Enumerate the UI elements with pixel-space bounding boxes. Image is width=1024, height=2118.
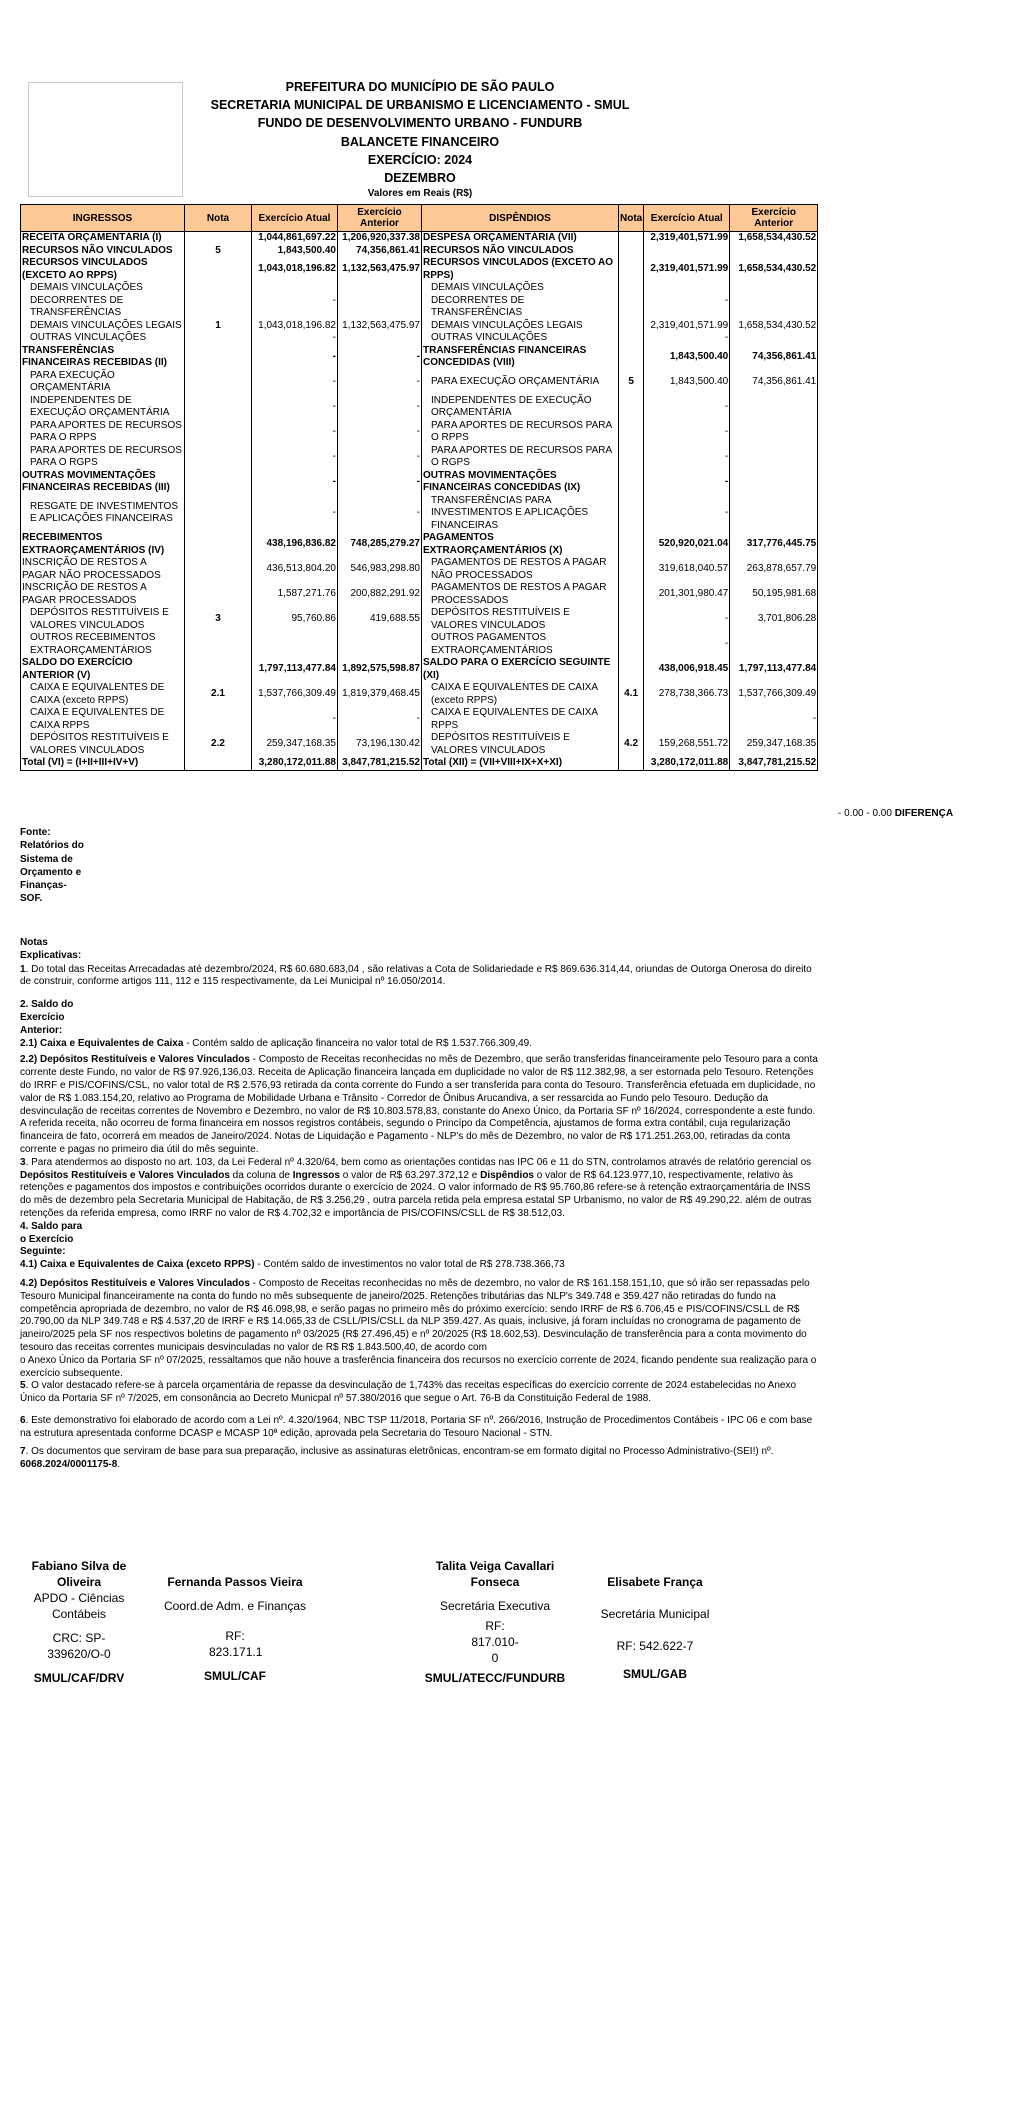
note-1	[20, 964, 820, 990]
note-4-2-text: - Composto de Receitas reconhecidas no mês de dezembro, no valor de R$ 161.158.151,10, que só irão ser repassadas pelo Tesouro Municipal financeiramente na conta do fundo no mês subsequente de janeiro/2025. Retenções tributárias das NLP's 349.748 e 359.427 não retiradas do fundo na competência apropriada de dezembro, no valor de R$ 46.098,98, e serão pagas no primeiro mês do próximo exercício: sendo IRRF de R$ 6.706,45 e PIS/COFINS/CSLL de R$ 20.790,00 da NLP 349.748 e R$ 4.537,20 de IRRF e R$ 14.065,33 de CSLL/PIS/CSLL da NLP 359.427. As quais, inclusive, já foram incluídas no cronograma de pagamento de janeiro/2025 pela SF nos respectivos boletins de pagamento nº 03/2025 (R$ 27.496,45) e nº 20/2025 (R$ 18.602,53). Desvinculação de transferência para a conta movimento do tesouro das receitas correntes municipais desvinculadas no valor de R$ R$ 1.843.500,40, de acordo com	[20, 1277, 810, 1353]
ingresso-label: DEPÓSITOS RESTITUÍVEIS E VALORES VINCULADOS	[21, 607, 185, 632]
dispendio-nota	[619, 607, 644, 632]
ingresso-exercicio-anterior	[338, 332, 422, 345]
dispendio-label: INDEPENDENTES DE EXECUÇÃO ORÇAMENTÁRIA	[422, 395, 619, 420]
dispendio-exercicio-anterior	[730, 332, 818, 345]
dispendio-label: PARA APORTES DE RECURSOS PARA O RPPS	[422, 420, 619, 445]
dispendio-exercicio-atual: 520,920,021.04	[644, 532, 730, 557]
ingresso-exercicio-atual: 259,347,168.35	[252, 732, 338, 757]
dispendio-exercicio-atual	[644, 245, 730, 258]
ingresso-nota	[185, 395, 252, 420]
ingresso-exercicio-atual: 1,043,018,196.82	[252, 257, 338, 282]
note-4-1-text: - Contém saldo de investimentos no valor total de R$ 278.738.366,73	[254, 1259, 565, 1271]
dispendio-nota	[619, 557, 644, 582]
dispendio-exercicio-atual: 2,319,401,571.99	[644, 257, 730, 282]
signatory-name: Fabiano Silva de Oliveira	[31, 1559, 127, 1589]
note-3-text-c: da coluna de	[229, 1169, 293, 1181]
dispendio-exercicio-atual: -	[644, 632, 730, 657]
note-4-1-title: 4.1) Caixa e Equivalentes de Caixa (exceto RPPS)	[20, 1259, 255, 1271]
dispendio-exercicio-anterior	[730, 495, 818, 533]
note-4-number: 4	[20, 1220, 26, 1232]
ingresso-label: OUTRAS VINCULAÇÕES	[21, 332, 185, 345]
note-3-bold-b: Depósitos Restituíveis e Valores Vinculados	[20, 1169, 230, 1181]
ingresso-label: SALDO DO EXERCÍCIO ANTERIOR (V)	[21, 657, 185, 682]
ingresso-exercicio-atual: 1,587,271.76	[252, 582, 338, 607]
ingresso-nota	[185, 232, 252, 245]
dispendio-exercicio-atual: 201,301,980.47	[644, 582, 730, 607]
dispendio-exercicio-atual	[644, 707, 730, 732]
note-5-text: . O valor destacado refere-se à parcela orçamentária de repasse da desvinculação de 1,743% das receitas específicas do exercício corrente de 2024 estabelecidas no Anexo Único da Portaria SF nº 7/2025, em consonância ao Decreto Municpal nº 57.380/2016 que segue o Art. 76-B da Constituição Federal de 1988.	[20, 1380, 797, 1405]
dispendio-exercicio-atual: 319,618,040.57	[644, 557, 730, 582]
dispendio-nota	[619, 320, 644, 333]
ingresso-exercicio-anterior: 3,847,781,215.52	[338, 757, 422, 770]
note-3-text-e: o valor de R$ 63.297.372,12 e	[339, 1169, 481, 1181]
dispendio-nota	[619, 257, 644, 282]
table-row	[21, 632, 818, 657]
signatory-unit: SMUL/CAF	[204, 1669, 266, 1683]
ingresso-nota	[185, 557, 252, 582]
dispendio-nota	[619, 282, 644, 320]
ingresso-nota	[185, 495, 252, 533]
dispendio-exercicio-anterior: 1,537,766,309.49	[730, 682, 818, 707]
dispendio-label: CAIXA E EQUIVALENTES DE CAIXA RPPS	[422, 707, 619, 732]
dispendio-label: TRANSFERÊNCIAS FINANCEIRAS CONCEDIDAS (VIII)	[422, 345, 619, 370]
ingresso-nota	[185, 345, 252, 370]
table-row	[21, 657, 818, 682]
signature-block	[24, 1558, 134, 1686]
table-row	[21, 607, 818, 632]
ingresso-label: PARA EXECUÇÃO ORÇAMENTÁRIA	[21, 370, 185, 395]
table-row	[21, 495, 818, 533]
ingresso-exercicio-atual: -	[252, 420, 338, 445]
signatory-name: Talita Veiga Cavallari Fonseca	[435, 1559, 555, 1589]
balancete-table	[20, 204, 818, 771]
dispendio-exercicio-atual: 2,319,401,571.99	[644, 232, 730, 245]
table-row	[21, 470, 818, 495]
note-2-2-title: 2.2) Depósitos Restituíveis e Valores Vinculados	[20, 1054, 250, 1066]
ingresso-exercicio-atual: -	[252, 495, 338, 533]
ingresso-nota	[185, 282, 252, 320]
col-header-nota: Nota	[185, 205, 252, 232]
table-row	[21, 532, 818, 557]
ingresso-exercicio-atual: 95,760.86	[252, 607, 338, 632]
signatory-name: Elisabete França	[607, 1575, 703, 1589]
dispendio-nota	[619, 657, 644, 682]
note-2-1-text: - Contém saldo de aplicação financeira no valor total de R$ 1.537.766.309,49.	[183, 1037, 532, 1049]
dispendio-nota	[619, 445, 644, 470]
note-6-number: 6	[20, 1414, 26, 1426]
ingresso-nota: 1	[185, 320, 252, 333]
signatory-unit: SMUL/ATECC/FUNDURB	[424, 1671, 566, 1685]
ingresso-exercicio-atual: 1,843,500.40	[252, 245, 338, 258]
dispendio-exercicio-atual: 278,738,366.73	[644, 682, 730, 707]
header-line-secretaria: SECRETARIA MUNICIPAL DE URBANISMO E LICENCIAMENTO - SMUL	[210, 98, 630, 113]
note-1-number: 1	[20, 963, 26, 975]
dispendio-label: PARA EXECUÇÃO ORÇAMENTÁRIA	[422, 370, 619, 395]
ingresso-exercicio-anterior: -	[338, 370, 422, 395]
col-header-anterior-2: Exercício Anterior	[730, 205, 818, 232]
header-line-fundo: FUNDO DE DESENVOLVIMENTO URBANO - FUNDURB	[257, 116, 583, 131]
table-row	[21, 557, 818, 582]
dispendio-nota	[619, 632, 644, 657]
dispendio-exercicio-anterior: 3,847,781,215.52	[730, 757, 818, 770]
ingresso-nota	[185, 470, 252, 495]
note-4-title	[20, 1221, 90, 1259]
dispendio-nota: 4.2	[619, 732, 644, 757]
difference-line	[838, 808, 953, 819]
note-3-text-g: o valor de R$ 64.123.977,10, respectivamente, relativo às retenções e pagamentos dos impostos e contribuições ocorridos durante o exercício de 2024. O valor informado de R$ 95.760,86 refere-se à retenção extraorçamentária de INSS do mês de dezembro pela Secretaria Municipal de Habitação, de R$ 3.256,29 , outra parcela retida pela empresa estatal SP Urbanismo, no valor de R$ 49.290,22. além de outras retenções da referida empresa, como IRRF no valor de R$ 4.702,32 e importância de PIS/COFINS/CSLL de R$ 38.512,03.	[20, 1169, 812, 1219]
dispendio-label: Total (XII) = (VII+VIII+IX+X+XI)	[422, 757, 619, 770]
dispendio-exercicio-anterior	[730, 470, 818, 495]
ingresso-nota	[185, 532, 252, 557]
dispendio-label: CAIXA E EQUIVALENTES DE CAIXA (exceto RPPS)	[422, 682, 619, 707]
signatory-unit: SMUL/CAF/DRV	[33, 1671, 125, 1685]
col-header-anterior: Exercício Anterior	[338, 205, 422, 232]
ingresso-exercicio-anterior: -	[338, 445, 422, 470]
table-row	[21, 420, 818, 445]
ingresso-exercicio-anterior: 1,132,563,475.97	[338, 257, 422, 282]
dispendio-exercicio-atual: -	[644, 332, 730, 345]
ingresso-exercicio-anterior: -	[338, 420, 422, 445]
ingresso-nota	[185, 332, 252, 345]
ingresso-exercicio-anterior: 200,882,291.92	[338, 582, 422, 607]
table-row	[21, 757, 818, 770]
dispendio-exercicio-atual: 159,268,551.72	[644, 732, 730, 757]
note-4-2	[20, 1278, 820, 1355]
dispendio-exercicio-atual: -	[644, 495, 730, 533]
col-header-ingressos: INGRESSOS	[21, 205, 185, 232]
note-7-text: . Os documentos que serviram de base para sua preparação, inclusive as assinaturas eletrônicas, encontram-se em formato digital no Processo Administrativo-(SEI!) nº.	[25, 1446, 774, 1458]
dispendio-exercicio-anterior: 1,797,113,477.84	[730, 657, 818, 682]
note-2-2	[20, 1054, 820, 1156]
table-header-row	[21, 205, 818, 232]
ingresso-exercicio-anterior	[338, 632, 422, 657]
note-3-bold-d: Ingressos	[292, 1169, 340, 1181]
note-4-2-continued: o Anexo Único da Portaria SF nº 07/2025, ressaltamos que não houve a trasferência financeira dos recursos no exercício corrente de 2024, ficando pendente sua realização para o exercício subsequente.	[20, 1354, 817, 1379]
dispendio-exercicio-atual: 438,006,918.45	[644, 657, 730, 682]
ingresso-label: Total (VI) = (I+II+III+IV+V)	[21, 757, 185, 770]
ingresso-nota	[185, 445, 252, 470]
logo-placeholder	[28, 82, 183, 197]
difference-label: DIFERENÇA	[894, 808, 954, 819]
table-row	[21, 395, 818, 420]
ingresso-exercicio-atual: -	[252, 282, 338, 320]
dispendio-label: RECURSOS VINCULADOS (EXCETO AO RPPS)	[422, 257, 619, 282]
dispendio-label: PARA APORTES DE RECURSOS PARA O RGPS	[422, 445, 619, 470]
ingresso-exercicio-anterior: -	[338, 707, 422, 732]
ingresso-label: RECURSOS NÃO VINCULADOS	[21, 245, 185, 258]
dispendio-exercicio-anterior	[730, 445, 818, 470]
ingresso-label: OUTRAS MOVIMENTAÇÕES FINANCEIRAS RECEBIDAS (III)	[21, 470, 185, 495]
note-2-title-text: . Saldo do Exercício Anterior:	[20, 999, 74, 1036]
ingresso-label: DEMAIS VINCULAÇÕES DECORRENTES DE TRANSFERÊNCIAS	[21, 282, 185, 320]
dispendio-exercicio-anterior	[730, 282, 818, 320]
dispendio-exercicio-anterior	[730, 245, 818, 258]
note-3-bold-f: Dispêndios	[480, 1169, 534, 1181]
note-6-text: . Este demonstrativo foi elaborado de acordo com a Lei nº. 4.320/1964, NBC TSP 11/2018, Portaria SF nº. 266/2016, Instrução de Procedimentos Contábeis - IPC 06 e com base na estrutura apresentada conforme DCASP e MCASP 10ª edição, aprovada pela Secretaria do Tesouro Nacional - STN.	[20, 1414, 813, 1439]
note-1-text: . Do total das Receitas Arrecadadas até dezembro/2024, R$ 60.680.683,04 , são relativas a Cota de Solidariedade e R$ 869.636.314,44, oriundas de Outorga Onerosa do direito de construir, conforme artigos 111, 112 e 115 respectivamente, da Lei Municipal nº 16.050/2014.	[20, 963, 812, 988]
ingresso-exercicio-atual: -	[252, 445, 338, 470]
ingresso-exercicio-anterior: 74,356,861.41	[338, 245, 422, 258]
dispendio-exercicio-atual: 3,280,172,011.88	[644, 757, 730, 770]
ingresso-label: INSCRIÇÃO DE RESTOS A PAGAR NÃO PROCESSADOS	[21, 557, 185, 582]
ingresso-nota: 2.2	[185, 732, 252, 757]
dispendio-exercicio-atual: 1,843,500.40	[644, 370, 730, 395]
ingresso-nota	[185, 370, 252, 395]
ingresso-label: OUTROS RECEBIMENTOS EXTRAORÇAMENTÁRIOS	[21, 632, 185, 657]
ingresso-exercicio-atual: -	[252, 332, 338, 345]
table-row	[21, 232, 818, 245]
dispendio-exercicio-anterior: 259,347,168.35	[730, 732, 818, 757]
ingresso-nota	[185, 632, 252, 657]
dispendio-nota: 4.1	[619, 682, 644, 707]
col-header-atual: Exercício Atual	[252, 205, 338, 232]
note-6	[20, 1415, 820, 1441]
signatory-id: CRC: SP-339620/O-0	[47, 1631, 111, 1661]
dispendio-nota	[619, 757, 644, 770]
note-2-number: 2	[20, 999, 26, 1011]
ingresso-nota: 3	[185, 607, 252, 632]
note-7	[20, 1446, 820, 1472]
ingresso-nota: 2.1	[185, 682, 252, 707]
notes-title: Notas Explicativas:	[20, 937, 82, 961]
dispendio-nota	[619, 495, 644, 533]
dispendio-label: PAGAMENTOS DE RESTOS A PAGAR PROCESSADOS	[422, 582, 619, 607]
ingresso-exercicio-atual: 438,196,836.82	[252, 532, 338, 557]
ingresso-label: INDEPENDENTES DE EXECUÇÃO ORÇAMENTÁRIA	[21, 395, 185, 420]
dispendio-label: TRANSFERÊNCIAS PARA INVESTIMENTOS E APLICAÇÕES FINANCEIRAS	[422, 495, 619, 533]
note-4-1	[20, 1259, 820, 1272]
dispendio-exercicio-atual: -	[644, 420, 730, 445]
dispendio-exercicio-anterior: 317,776,445.75	[730, 532, 818, 557]
table-row	[21, 707, 818, 732]
ingresso-label: CAIXA E EQUIVALENTES DE CAIXA (exceto RPPS)	[21, 682, 185, 707]
ingresso-exercicio-anterior	[338, 282, 422, 320]
dispendio-exercicio-atual: 2,319,401,571.99	[644, 320, 730, 333]
ingresso-exercicio-anterior: 73,196,130.42	[338, 732, 422, 757]
ingresso-exercicio-anterior: -	[338, 495, 422, 533]
ingresso-label: DEMAIS VINCULAÇÕES LEGAIS	[21, 320, 185, 333]
dispendio-exercicio-atual: -	[644, 607, 730, 632]
dispendio-nota	[619, 395, 644, 420]
dispendio-exercicio-atual: -	[644, 282, 730, 320]
header-line-prefeitura: PREFEITURA DO MUNICÍPIO DE SÃO PAULO	[285, 80, 555, 94]
signatory-id: RF: 823.171.1	[209, 1629, 263, 1659]
ingresso-label: RESGATE DE INVESTIMENTOS E APLICAÇÕES FINANCEIRAS	[21, 495, 185, 533]
ingresso-exercicio-atual: 436,513,804.20	[252, 557, 338, 582]
note-2-1	[20, 1038, 820, 1051]
signatory-role: Coord.de Adm. e Finanças	[163, 1599, 307, 1613]
header-units: Valores em Reais (R$)	[367, 188, 473, 200]
dispendio-label: OUTRAS MOVIMENTAÇÕES FINANCEIRAS CONCEDIDAS (IX)	[422, 470, 619, 495]
ingresso-label: CAIXA E EQUIVALENTES DE CAIXA RPPS	[21, 707, 185, 732]
ingresso-label: RECURSOS VINCULADOS (EXCETO AO RPPS)	[21, 257, 185, 282]
dispendio-label: SALDO PARA O EXERCÍCIO SEGUINTE (XI)	[422, 657, 619, 682]
dispendio-exercicio-anterior	[730, 420, 818, 445]
note-2-2-text: - Composto de Receitas reconhecidas no mês de Dezembro, que serão transferidas financeiramente pelo Tesouro para a conta corrente deste Fundo, no valor de R$ 97.926,136,03. Receita de Aplicação financeira lançada em duplicidade no valor de R$ 112.382,98, a ser estornada pelo Tesouro. Retenções do IRRF e PIS/COFINS/CSL, no valor total de R$ 2.576,93 retirada da conta corrente do Fundo a ser transferida para conta do Tesouro. Transferência efetuada em duplicidade, no valor de R$ 1.083.154,20, relativo ao Programa de Mobilidade Urbana e Trânsito - Corredor de Ônibus Arucandiva, a ser ressarcida ao Fundo pelo Tesouro. Dedução da desvinculação de receitas correntes de Novembro e Dezembro, no valor de R$ 10.803.578,83, constante do Anexo Único, da Portaria SF nº 16/2024, correspondente a este fundo. A referida receita, não ocorreu de forma financeira em nossos registros contábeis, segundo o Princípo da Competência, ajustamos de forma extra contábil, cuja regularização financeira de fato, ocorrerá em meados de Janeiro/2024. Notas de Liquidação e Pagamento - NLP's do mês de Dezembro, no valor de R$ 171.251.263,00, retiradas da conta corrente e pagas no primeiro dia útil do mês seguinte.	[20, 1054, 818, 1155]
table-row	[21, 445, 818, 470]
dispendio-exercicio-anterior	[730, 395, 818, 420]
ingresso-exercicio-anterior: -	[338, 345, 422, 370]
note-5	[20, 1380, 820, 1406]
note-4-2-title: 4.2) Depósitos Restituíveis e Valores Vinculados	[20, 1277, 250, 1289]
table-row	[21, 282, 818, 320]
ingresso-exercicio-anterior: 419,688.55	[338, 607, 422, 632]
explanatory-notes	[20, 937, 820, 1475]
dispendio-nota: 5	[619, 370, 644, 395]
difference-value-2: - 0.00	[866, 808, 892, 819]
ingresso-label: TRANSFERÊNCIAS FINANCEIRAS RECEBIDAS (II)	[21, 345, 185, 370]
dispendio-label: DEPÓSITOS RESTITUÍVEIS E VALORES VINCULADOS	[422, 607, 619, 632]
ingresso-exercicio-atual: -	[252, 370, 338, 395]
ingresso-exercicio-anterior: 546,983,298.80	[338, 557, 422, 582]
note-4-title-text: . Saldo para o Exercício Seguinte:	[20, 1220, 83, 1258]
signatory-id: RF: 817.010-0	[471, 1619, 519, 1665]
ingresso-nota: 5	[185, 245, 252, 258]
dispendio-nota	[619, 582, 644, 607]
header-line-exercicio: EXERCÍCIO: 2024	[367, 152, 473, 167]
dispendio-exercicio-atual: -	[644, 445, 730, 470]
dispendio-exercicio-atual: -	[644, 470, 730, 495]
dispendio-nota	[619, 532, 644, 557]
dispendio-exercicio-anterior	[730, 632, 818, 657]
dispendio-exercicio-anterior: -	[730, 707, 818, 732]
signatory-unit: SMUL/GAB	[623, 1667, 687, 1681]
ingresso-exercicio-atual: 1,537,766,309.49	[252, 682, 338, 707]
ingresso-label: PARA APORTES DE RECURSOS PARA O RGPS	[21, 445, 185, 470]
ingresso-exercicio-atual: 3,280,172,011.88	[252, 757, 338, 770]
ingresso-exercicio-atual	[252, 632, 338, 657]
ingresso-exercicio-atual: 1,044,861,697.22	[252, 232, 338, 245]
ingresso-exercicio-atual: 1,043,018,196.82	[252, 320, 338, 333]
dispendio-exercicio-anterior: 3,701,806.28	[730, 607, 818, 632]
ingresso-exercicio-anterior: 1,892,575,598.87	[338, 657, 422, 682]
dispendio-nota	[619, 245, 644, 258]
dispendio-exercicio-anterior: 74,356,861.41	[730, 345, 818, 370]
table-row	[21, 345, 818, 370]
ingresso-nota	[185, 657, 252, 682]
table-row	[21, 257, 818, 282]
signatory-id: RF: 542.622-7	[616, 1639, 694, 1653]
ingresso-label: RECEBIMENTOS EXTRAORÇAMENTÁRIOS (IV)	[21, 532, 185, 557]
ingresso-exercicio-anterior: 748,285,279.27	[338, 532, 422, 557]
note-3	[20, 1157, 820, 1221]
col-header-atual-2: Exercício Atual	[644, 205, 730, 232]
dispendio-nota	[619, 420, 644, 445]
ingresso-exercicio-atual: -	[252, 707, 338, 732]
ingresso-exercicio-anterior: 1,206,920,337.38	[338, 232, 422, 245]
document-header	[180, 78, 660, 201]
signatory-role: APDO - Ciências Contábeis	[33, 1591, 125, 1621]
note-2-1-title: 2.1) Caixa e Equivalentes de Caixa	[20, 1037, 184, 1049]
ingresso-exercicio-atual: -	[252, 395, 338, 420]
ingresso-nota	[185, 707, 252, 732]
table-row	[21, 245, 818, 258]
table-row	[21, 332, 818, 345]
dispendio-exercicio-anterior: 1,658,534,430.52	[730, 232, 818, 245]
dispendio-nota	[619, 707, 644, 732]
dispendio-exercicio-anterior: 1,658,534,430.52	[730, 257, 818, 282]
dispendio-label: OUTROS PAGAMENTOS EXTRAORÇAMENTÁRIOS	[422, 632, 619, 657]
dispendio-exercicio-anterior: 50,195,981.68	[730, 582, 818, 607]
signatory-role: Secretária Executiva	[439, 1599, 551, 1613]
note-7-process-number: 6068.2024/0001175-8	[20, 1459, 118, 1471]
table-row	[21, 732, 818, 757]
ingresso-exercicio-atual: -	[252, 345, 338, 370]
ingresso-nota	[185, 757, 252, 770]
dispendio-nota	[619, 470, 644, 495]
dispendio-exercicio-atual: -	[644, 395, 730, 420]
dispendio-label: RECURSOS NÃO VINCULADOS	[422, 245, 619, 258]
dispendio-exercicio-anterior: 263,878,657.79	[730, 557, 818, 582]
note-2-title	[20, 999, 90, 1037]
dispendio-label: DEMAIS VINCULAÇÕES DECORRENTES DE TRANSFERÊNCIAS	[422, 282, 619, 320]
ingresso-exercicio-anterior: -	[338, 470, 422, 495]
signatory-name: Fernanda Passos Vieira	[167, 1575, 303, 1589]
table-row	[21, 582, 818, 607]
ingresso-label: DEPÓSITOS RESTITUÍVEIS E VALORES VINCULADOS	[21, 732, 185, 757]
dispendio-exercicio-atual: 1,843,500.40	[644, 345, 730, 370]
source-note: Fonte: Relatórios do Sistema de Orçamento e Finanças- SOF.	[20, 827, 84, 905]
dispendio-label: OUTRAS VINCULAÇÕES	[422, 332, 619, 345]
ingresso-nota	[185, 257, 252, 282]
dispendio-label: PAGAMENTOS EXTRAORÇAMENTÁRIOS (X)	[422, 532, 619, 557]
dispendio-nota	[619, 232, 644, 245]
signature-block	[155, 1574, 315, 1684]
col-header-dispendios: DISPÊNDIOS	[422, 205, 619, 232]
ingresso-exercicio-atual: -	[252, 470, 338, 495]
col-header-nota-2: Nota	[619, 205, 644, 232]
dispendio-label: DEMAIS VINCULAÇÕES LEGAIS	[422, 320, 619, 333]
signatory-role: Secretária Municipal	[600, 1607, 710, 1621]
ingresso-nota	[185, 582, 252, 607]
dispendio-nota	[619, 345, 644, 370]
dispendio-exercicio-anterior: 74,356,861.41	[730, 370, 818, 395]
header-line-report-title: BALANCETE FINANCEIRO	[340, 134, 500, 149]
ingresso-exercicio-anterior: 1,132,563,475.97	[338, 320, 422, 333]
note-5-number: 5	[20, 1380, 26, 1392]
note-3-number: 3	[20, 1156, 26, 1168]
header-line-month: DEZEMBRO	[384, 171, 456, 186]
table-row	[21, 682, 818, 707]
dispendio-exercicio-anterior: 1,658,534,430.52	[730, 320, 818, 333]
ingresso-exercicio-atual: 1,797,113,477.84	[252, 657, 338, 682]
note-7-number: 7	[20, 1446, 26, 1458]
dispendio-label: PAGAMENTOS DE RESTOS A PAGAR NÃO PROCESSADOS	[422, 557, 619, 582]
signature-block	[420, 1558, 570, 1686]
note-7-end: .	[117, 1459, 121, 1471]
ingresso-exercicio-anterior: 1,819,379,468.45	[338, 682, 422, 707]
dispendio-label: DEPÓSITOS RESTITUÍVEIS E VALORES VINCULADOS	[422, 732, 619, 757]
ingresso-nota	[185, 420, 252, 445]
ingresso-label: PARA APORTES DE RECURSOS PARA O RPPS	[21, 420, 185, 445]
difference-value-1: - 0.00	[838, 808, 864, 819]
ingresso-label: INSCRIÇÃO DE RESTOS A PAGAR PROCESSADOS	[21, 582, 185, 607]
signature-block	[590, 1574, 720, 1682]
note-3-text-a: . Para atendermos ao disposto no art. 103, da Lei Federal nº 4.320/64, bem como as orientações contidas nas IPC 06 e 11 do STN, controlamos através de relatório gerencial os	[25, 1156, 812, 1168]
ingresso-exercicio-anterior: -	[338, 395, 422, 420]
dispendio-label: DESPESA ORÇAMENTÁRIA (VII)	[422, 232, 619, 245]
table-row	[21, 370, 818, 395]
dispendio-nota	[619, 332, 644, 345]
ingresso-label: RECEITA ORÇAMENTÁRIA (I)	[21, 232, 185, 245]
table-row	[21, 320, 818, 333]
